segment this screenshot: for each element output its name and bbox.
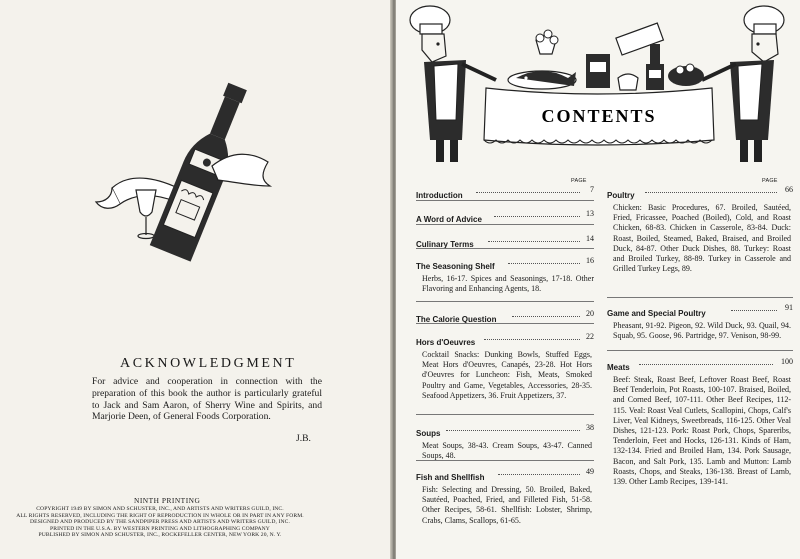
toc-entry-title: Game and Special Poultry (607, 309, 706, 318)
toc-entry-description: Pheasant, 91-92. Pigeon, 92. Wild Duck, 93. Quail, 94. Squab, 95. Goose, 96. Partridge, 97. Venison, 98-99. (613, 321, 791, 341)
toc-entry-page: 49 (586, 467, 594, 476)
leader-dots (498, 474, 580, 476)
toc-entry-title: Soups (416, 429, 441, 438)
divider (416, 323, 594, 324)
toc-entry-title: Meats (607, 363, 630, 372)
toc-entry-culinary-terms[interactable] (416, 234, 594, 252)
leader-dots (446, 430, 580, 432)
toc-entry-title: Culinary Terms (416, 240, 474, 249)
toc-entry-description: Fish: Selecting and Dressing, 50. Broiled, Baked, Sautéed, Poached, Fried, and Filleted Fish, 51-58. Other Recipes, 58-61. Shellfish: Lobster, Shrimp, Crabs, Clams, Scallops, 61-65. (422, 485, 592, 525)
copyright-line: ALL RIGHTS RESERVED, INCLUDING THE RIGHT OF REPRODUCTION IN WHOLE OR IN PART IN ANY FORM. (16, 512, 304, 519)
toc-entry-title: Introduction (416, 191, 463, 200)
leader-dots (512, 316, 580, 318)
toc-entry-description: Cocktail Snacks: Dunking Bowls, Stuffed Eggs, Meat Hors d'Oeuvres, Canapés, 23-28. Hot Hors d'Oeuvres for Luncheon: Fish, Meats, Smoked Poultry and Game, Vegetables, Accessories, 28-35. Seafood Appetizers, 36. Fruit Appetizers, 37. (422, 350, 592, 400)
page-column-label-left: PAGE (571, 178, 587, 184)
printing-notice: NINTH PRINTING (134, 496, 201, 505)
toc-entry-page: 20 (586, 309, 594, 318)
toc-entry-title: The Calorie Question (416, 315, 497, 324)
page-column-label-right: PAGE (762, 178, 778, 184)
left-page (0, 0, 392, 559)
toc-entry-soups[interactable] (416, 423, 594, 461)
leader-dots (508, 263, 580, 265)
toc-entry-description: Beef: Steak, Roast Beef, Leftover Roast Beef, Roast Beef Tenderloin, Pot Roasts, 100-107. Braised, Boiled, and Corned Beef, 107-111. Other Beef Recipes, 112-115. Veal: Roast Veal Cutlets, Scallopini, Chops, Calf's Liver, Veal Kidneys, Sweetbreads, 116-125. Other Veal Dishes, 121-123. Pork: Roast Pork, Chops, Spareribs, Tenderloin, Feet and Hocks, 126-131. Kinds of Ham, 132-134. Fried and Broiled Ham, 134. Pork Sausage, Bacon, and Salt Pork, 135. Lamb and Mutton: Lamb Roasts, Chops, and Steaks, 136-138. Breast of Lamb, 139. Other Lamb Recipes, 139-141. (613, 375, 791, 487)
toc-entry-page: 14 (586, 234, 594, 243)
toc-entry-description: Herbs, 16-17. Spices and Seasonings, 17-18. Other Flavoring and Enhancing Agents, 18. (422, 274, 594, 294)
toc-entry-seasoning-shelf[interactable] (416, 256, 594, 294)
toc-entry-title: The Seasoning Shelf (416, 262, 495, 271)
leader-dots (476, 192, 580, 194)
leader-dots (494, 216, 580, 218)
toc-entry-hors-doeuvres[interactable] (416, 332, 594, 401)
toc-entry-title: A Word of Advice (416, 215, 482, 224)
acknowledgment-heading: ACKNOWLEDGMENT (120, 356, 297, 371)
copyright-block (10, 506, 310, 539)
chefs-banner-illustration (396, 0, 800, 170)
toc-entry-page: 16 (586, 256, 594, 265)
leader-dots (639, 364, 773, 366)
toc-entry-title: Poultry (607, 191, 635, 200)
divider (416, 414, 594, 415)
divider (416, 200, 594, 201)
acknowledgment-text: For advice and cooperation in connection with the preparation of this book the author is particularly grateful to Jack and Sam Aaron, of Sherry Wine and Spirits, and Marjorie Deen, of General Foods Corporation. (92, 376, 322, 423)
toc-entry-page: 22 (586, 332, 594, 341)
divider (416, 224, 594, 225)
leader-dots (645, 192, 777, 194)
toc-entry-page: 91 (785, 303, 793, 312)
right-page (396, 0, 800, 559)
toc-entry-game-special-poultry[interactable] (607, 303, 793, 341)
divider (416, 248, 594, 249)
toc-entry-page: 100 (781, 357, 793, 366)
divider (607, 350, 793, 351)
copyright-line: COPYRIGHT 1949 BY SIMON AND SCHUSTER, INC., AND ARTISTS AND WRITERS GUILD, INC. (36, 506, 284, 512)
wine-bottle-illustration (92, 70, 292, 270)
contents-banner-title: CONTENTS (541, 106, 657, 126)
copyright-line: PRINTED IN THE U.S.A. BY WESTERN PRINTING AND LITHOGRAPHING COMPANY (50, 525, 270, 532)
toc-entry-meats[interactable] (607, 357, 793, 487)
leader-dots (488, 241, 580, 243)
toc-entry-title: Fish and Shellfish (416, 473, 485, 482)
toc-entry-poultry[interactable] (607, 185, 793, 274)
divider (416, 301, 594, 302)
toc-entry-description: Meat Soups, 38-43. Cream Soups, 43-47. Canned Soups, 48. (422, 441, 592, 461)
toc-entry-page: 7 (590, 185, 594, 194)
divider (607, 297, 793, 298)
toc-entry-calorie-question[interactable] (416, 309, 594, 327)
toc-entry-page: 38 (586, 423, 594, 432)
leader-dots (731, 310, 777, 312)
toc-entry-page: 66 (785, 185, 793, 194)
copyright-line: PUBLISHED BY SIMON AND SCHUSTER, INC., ROCKEFELLER CENTER, NEW YORK 20, N. Y. (38, 532, 282, 539)
divider (416, 460, 594, 461)
toc-entry-description: Chicken: Basic Procedures, 67. Broiled, Sautéed, Fried, Fricassee, Poached (Boiled), Cold, and Roast Chicken, 68-83. Chicken in Casserole, 83-84. Duck: Roast, Boiled, Steamed, Baked, Braised, and Broiled Duck, 84-87. Other Duck Dishes, 88. Turkey: Roast and Broiled Turkey, 88-89. Turkey in Casserole and Grilled Turkey Legs, 89. (613, 203, 791, 274)
copyright-line: DESIGNED AND PRODUCED BY THE SANDPIPER PRESS AND ARTISTS AND WRITERS GUILD, INC. (30, 519, 290, 526)
toc-entry-title: Hors d'Oeuvres (416, 338, 476, 347)
acknowledgment-signature: J.B. (296, 433, 311, 444)
leader-dots (484, 339, 580, 341)
toc-entry-fish-shellfish[interactable] (416, 467, 594, 526)
toc-entry-page: 13 (586, 209, 594, 218)
